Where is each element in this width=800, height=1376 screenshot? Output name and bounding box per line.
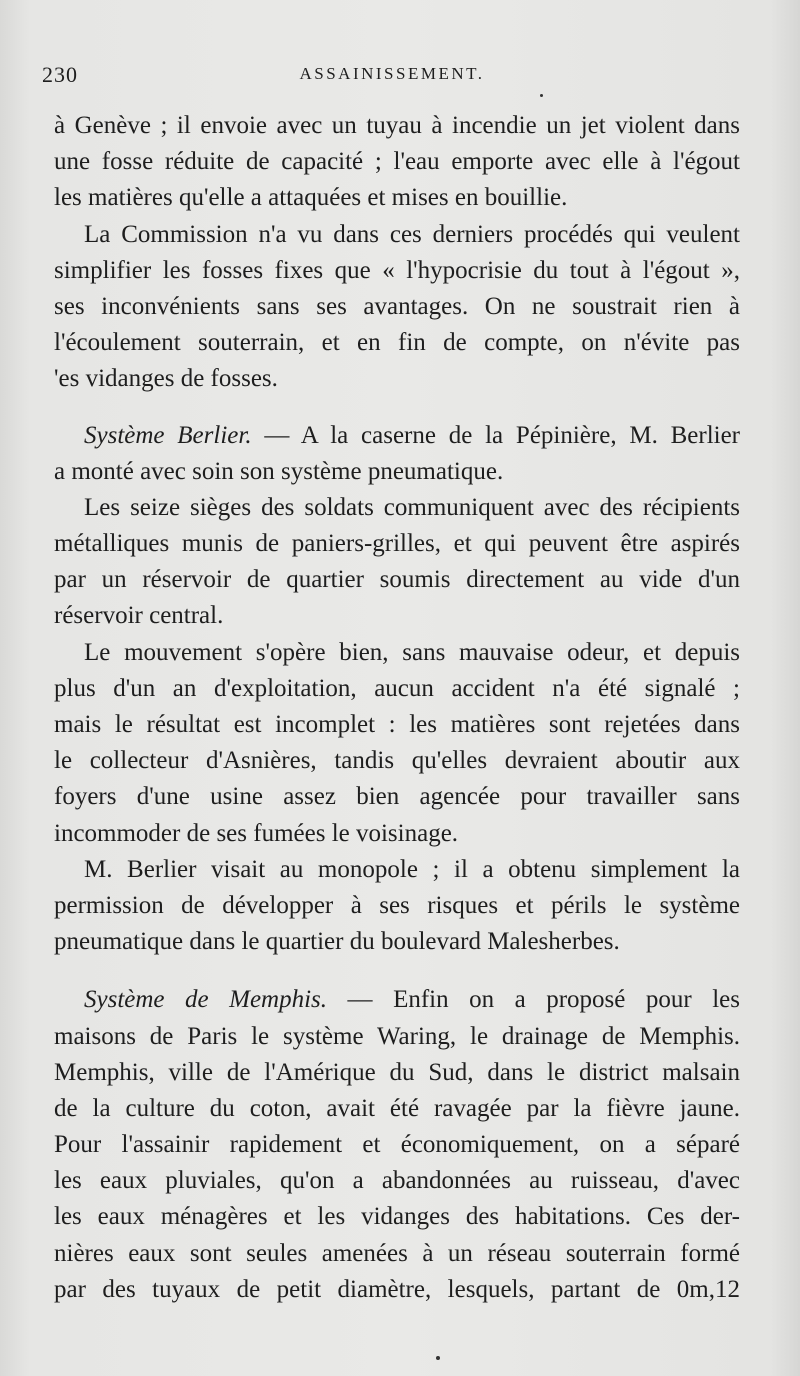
text-line: par des tuyaux de petit diamètre, lesquels, partant de 0m,12 xyxy=(54,1275,740,1303)
text-line: a monté avec soin son système pneumatique. xyxy=(54,457,504,485)
text-line: métalliques munis de paniers-grilles, et qui peuvent être aspirés xyxy=(54,530,740,558)
text-line: pneumatique dans le quartier du boulevard Malesherbes. xyxy=(54,928,620,956)
text-line: nières eaux sont seules amenées à un réseau souterrain formé xyxy=(54,1239,740,1267)
text-line: ses inconvénients sans ses avantages. On ne soustrait rien à xyxy=(54,292,740,320)
text-line: Le mouvement s'opère bien, sans mauvaise odeur, et depuis xyxy=(84,638,740,666)
text-line: le collecteur d'Asnières, tandis qu'elles devraient aboutir aux xyxy=(54,747,740,775)
ink-speck xyxy=(540,94,543,97)
text-line: à Genève ; il envoie avec un tuyau à incendie un jet violent dans xyxy=(54,112,740,139)
text-line: maisons de Paris le système Waring, le drainage de Memphis. xyxy=(54,1022,740,1050)
text-line: Memphis, ville de l'Amérique du Sud, dans le district malsain xyxy=(54,1058,740,1086)
ink-speck xyxy=(436,1356,440,1360)
text-line: 'es vidanges de fosses. xyxy=(54,365,278,393)
text-line: les matières qu'elle a attaquées et mises en bouillie. xyxy=(54,184,568,212)
text-line: de la culture du coton, avait été ravagée par la fièvre jaune. xyxy=(54,1094,740,1122)
text-line: les eaux pluviales, qu'on a abandonnées au ruisseau, d'avec xyxy=(54,1167,740,1195)
text-line: permission de développer à ses risques et périls le système xyxy=(54,891,740,919)
section-title-berlier: Système Berlier. xyxy=(84,421,252,449)
text-line: Pour l'assainir rapidement et économiquement, on a séparé xyxy=(54,1131,740,1159)
text-line: Les seize sièges des soldats communiquent avec des récipients xyxy=(84,493,740,521)
section-memphis-first-line xyxy=(54,982,740,1018)
text-line: simplifier les fosses fixes que « l'hypocrisie du tout à l'égout », xyxy=(54,256,740,284)
text-fragment: — Enfin on a proposé pour les xyxy=(327,986,740,1014)
text-line: plus d'un an d'exploitation, aucun accident n'a été signalé ; xyxy=(54,674,740,702)
text-line: l'écoulement souterrain, et en fin de compte, on n'évite pas xyxy=(54,329,740,357)
text-line: une fosse réduite de capacité ; l'eau emporte avec elle à l'égout xyxy=(54,148,740,176)
text-line: M. Berlier visait au monopole ; il a obtenu simplement la xyxy=(84,855,740,883)
text-line: les eaux ménagères et les vidanges des habitations. Ces der- xyxy=(54,1203,740,1231)
text-line: La Commission n'a vu dans ces derniers procédés qui veulent xyxy=(84,220,740,248)
page-number: 230 xyxy=(42,62,78,87)
text-line: incommoder de ses fumées le voisinage. xyxy=(54,819,459,847)
body-text xyxy=(54,108,740,1308)
page-header xyxy=(42,62,742,92)
text-fragment: — A la caserne de la Pépinière, M. Berlier xyxy=(251,421,740,449)
text-line: réservoir central. xyxy=(54,602,224,630)
section-title-memphis: Système de Memphis. xyxy=(84,986,328,1014)
running-head: ASSAINISSEMENT. xyxy=(299,64,485,83)
section-berlier-first-line xyxy=(54,418,740,454)
text-line: mais le résultat est incomplet : les matières sont rejetées dans xyxy=(54,711,740,738)
text-line: par un réservoir de quartier soumis directement au vide d'un xyxy=(54,566,740,594)
text-line: foyers d'une usine assez bien agencée pour travailler sans xyxy=(54,783,740,811)
